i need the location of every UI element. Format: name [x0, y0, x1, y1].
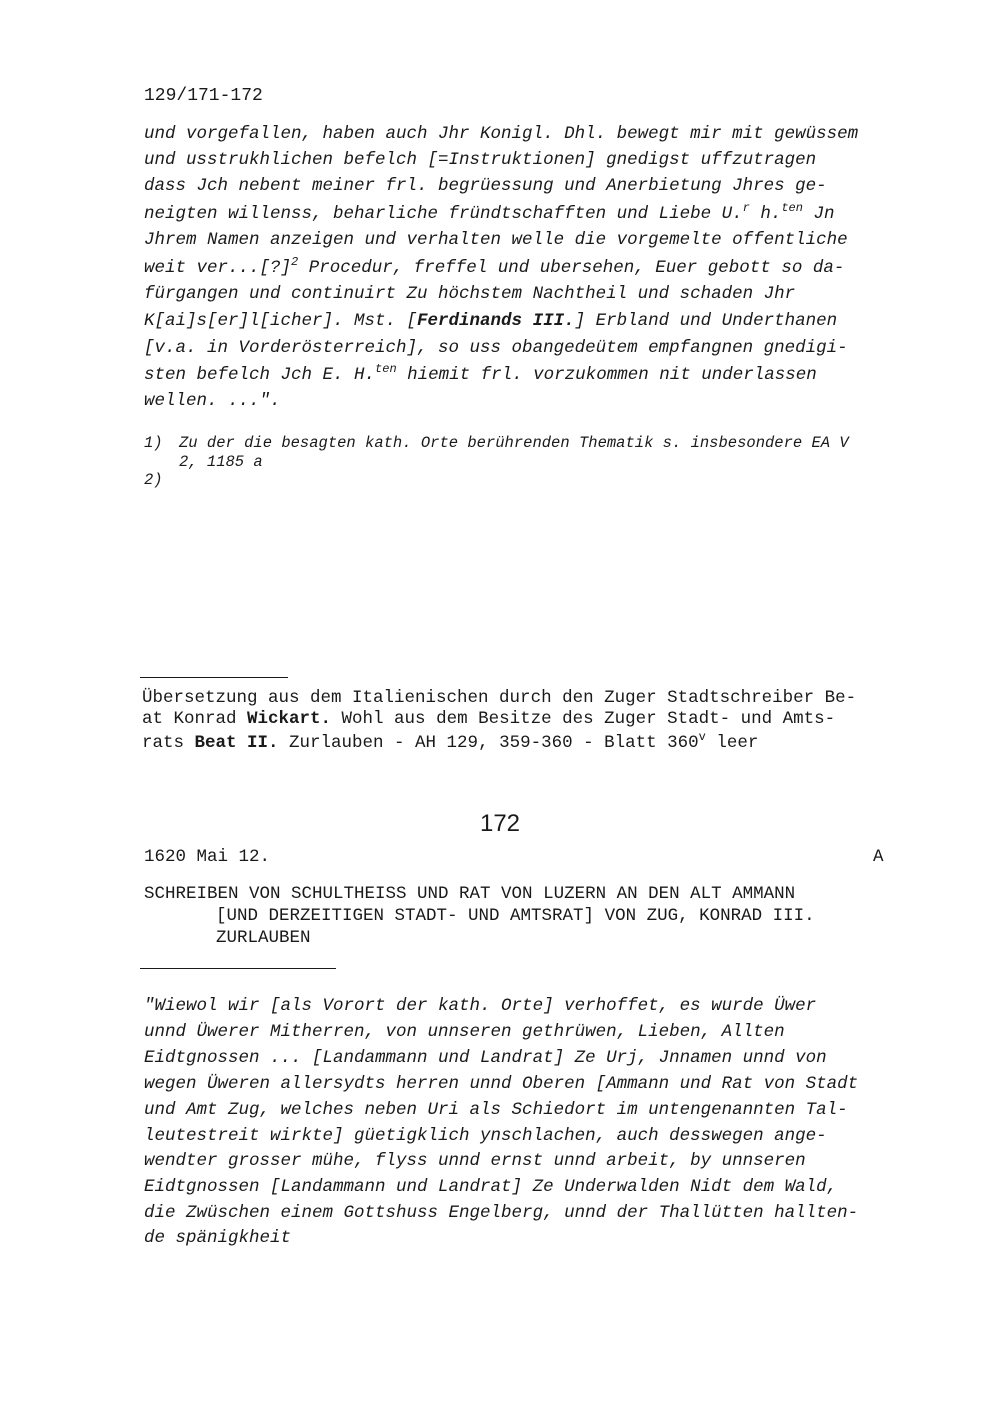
text-segment: Procedur, freffel und ubersehen, Euer gebott so da-: [298, 258, 845, 278]
footnote-marker: 2): [144, 471, 163, 489]
text-line: de spänigkheit: [144, 1228, 292, 1248]
text-line: wendter grosser mühe, flyss unnd ernst unnd arbeit, by unnseren: [144, 1151, 806, 1171]
footnote-text: 2, 1185 a: [179, 453, 263, 471]
text-segment: rats: [142, 733, 195, 753]
text-line: [v.a. in Vorderösterreich], so uss obangedeütem empfangnen gnedigi-: [144, 338, 848, 358]
text-segment: leer: [705, 733, 759, 753]
page-reference: 129/171-172: [144, 86, 263, 106]
text-segment: Zurlauben - AH 129, 359-360 - Blatt 360: [278, 733, 699, 753]
footnote-marker: 1): [144, 434, 163, 452]
footnote-text: Zu der die besagten kath. Orte berührenden Thematik s. insbesondere EA V: [179, 434, 849, 452]
bold-name: Ferdinands III.: [417, 311, 575, 331]
bold-name: Wickart.: [247, 709, 332, 729]
text-line: und vorgefallen, haben auch Jhr Konigl. Dhl. bewegt mir mit gewüssem: [144, 124, 859, 144]
bold-name: Beat II.: [194, 733, 279, 753]
text-line: [144, 201, 835, 224]
text-segment: neigten willenss, beharliche fründtschafften und Liebe U.: [144, 204, 743, 224]
text-line: Eidtgnossen [Landammann und Landrat] Ze Underwalden Nidt dem Wald,: [144, 1177, 838, 1197]
source-line: [142, 709, 835, 729]
separator-rule: [140, 968, 336, 969]
superscript: ten: [781, 201, 803, 215]
footnote-ref: 2: [291, 255, 299, 269]
document-number: 172: [479, 810, 521, 837]
text-line: leutestreit wirkte] güetigklich ynschlachen, auch desswegen ange-: [144, 1126, 827, 1146]
text-segment: h.: [749, 204, 782, 224]
text-line: [144, 311, 837, 331]
text-line: wegen Üweren allersydts herren unnd Oberen [Ammann und Rat von Stadt: [144, 1074, 859, 1094]
superscript: v: [698, 730, 706, 744]
superscript: r: [742, 201, 750, 215]
title-line: SCHREIBEN VON SCHULTHEISS UND RAT VON LUZERN AN DEN ALT AMMANN: [144, 884, 796, 904]
text-segment: hiemit frl. vorzukommen nit underlassen: [396, 365, 817, 385]
text-line: unnd Üwerer Mitherren, von unnseren gethrüwen, Lieben, Allten: [144, 1022, 785, 1042]
source-line: [142, 730, 759, 753]
text-line: wellen. ...".: [144, 391, 281, 411]
text-line: und usstrukhlichen befelch [=Instruktionen] gnedigst uffzutragen: [144, 150, 817, 170]
text-line: dass Jch nebent meiner frl. begrüessung und Anerbietung Jhres ge-: [144, 176, 827, 196]
document-type-letter: A: [873, 847, 884, 867]
text-segment: weit ver...[?]: [144, 258, 292, 278]
text-segment: K[ai]s[er]l[icher]. Mst. [: [144, 311, 418, 331]
separator-rule: [140, 677, 288, 678]
text-segment: Wohl aus dem Besitze des Zuger Stadt- und Amts-: [331, 709, 836, 729]
text-line: [144, 362, 817, 385]
text-line: "Wiewol wir [als Vorort der kath. Orte] verhoffet, es wurde Üwer: [144, 996, 817, 1016]
text-segment: Jn: [802, 204, 835, 224]
text-segment: ] Erbland und Underthanen: [574, 311, 838, 331]
text-line: fürgangen und continuirt Zu höchstem Nachtheil und schaden Jhr: [144, 284, 796, 304]
source-line: Übersetzung aus dem Italienischen durch den Zuger Stadtschreiber Be-: [142, 688, 857, 708]
text-line: und Amt Zug, welches neben Uri als Schiedort im untengenannten Tal-: [144, 1100, 848, 1120]
title-line: ZURLAUBEN: [216, 928, 311, 948]
text-line: Eidtgnossen ... [Landammann und Landrat] Ze Urj, Jnnamen unnd von: [144, 1048, 827, 1068]
text-segment: sten befelch Jch E. H.: [144, 365, 376, 385]
text-line: die Zwüschen einem Gottshuss Engelberg, unnd der Thallütten hallten-: [144, 1203, 859, 1223]
title-line: [UND DERZEITIGEN STADT- UND AMTSRAT] VON ZUG, KONRAD III.: [216, 906, 815, 926]
text-line: Jhrem Namen anzeigen und verhalten welle die vorgemelte offentliche: [144, 230, 848, 250]
text-segment: at Konrad: [142, 709, 248, 729]
superscript: ten: [375, 362, 397, 376]
document-date: 1620 Mai 12.: [144, 847, 271, 867]
text-line: [144, 255, 845, 278]
